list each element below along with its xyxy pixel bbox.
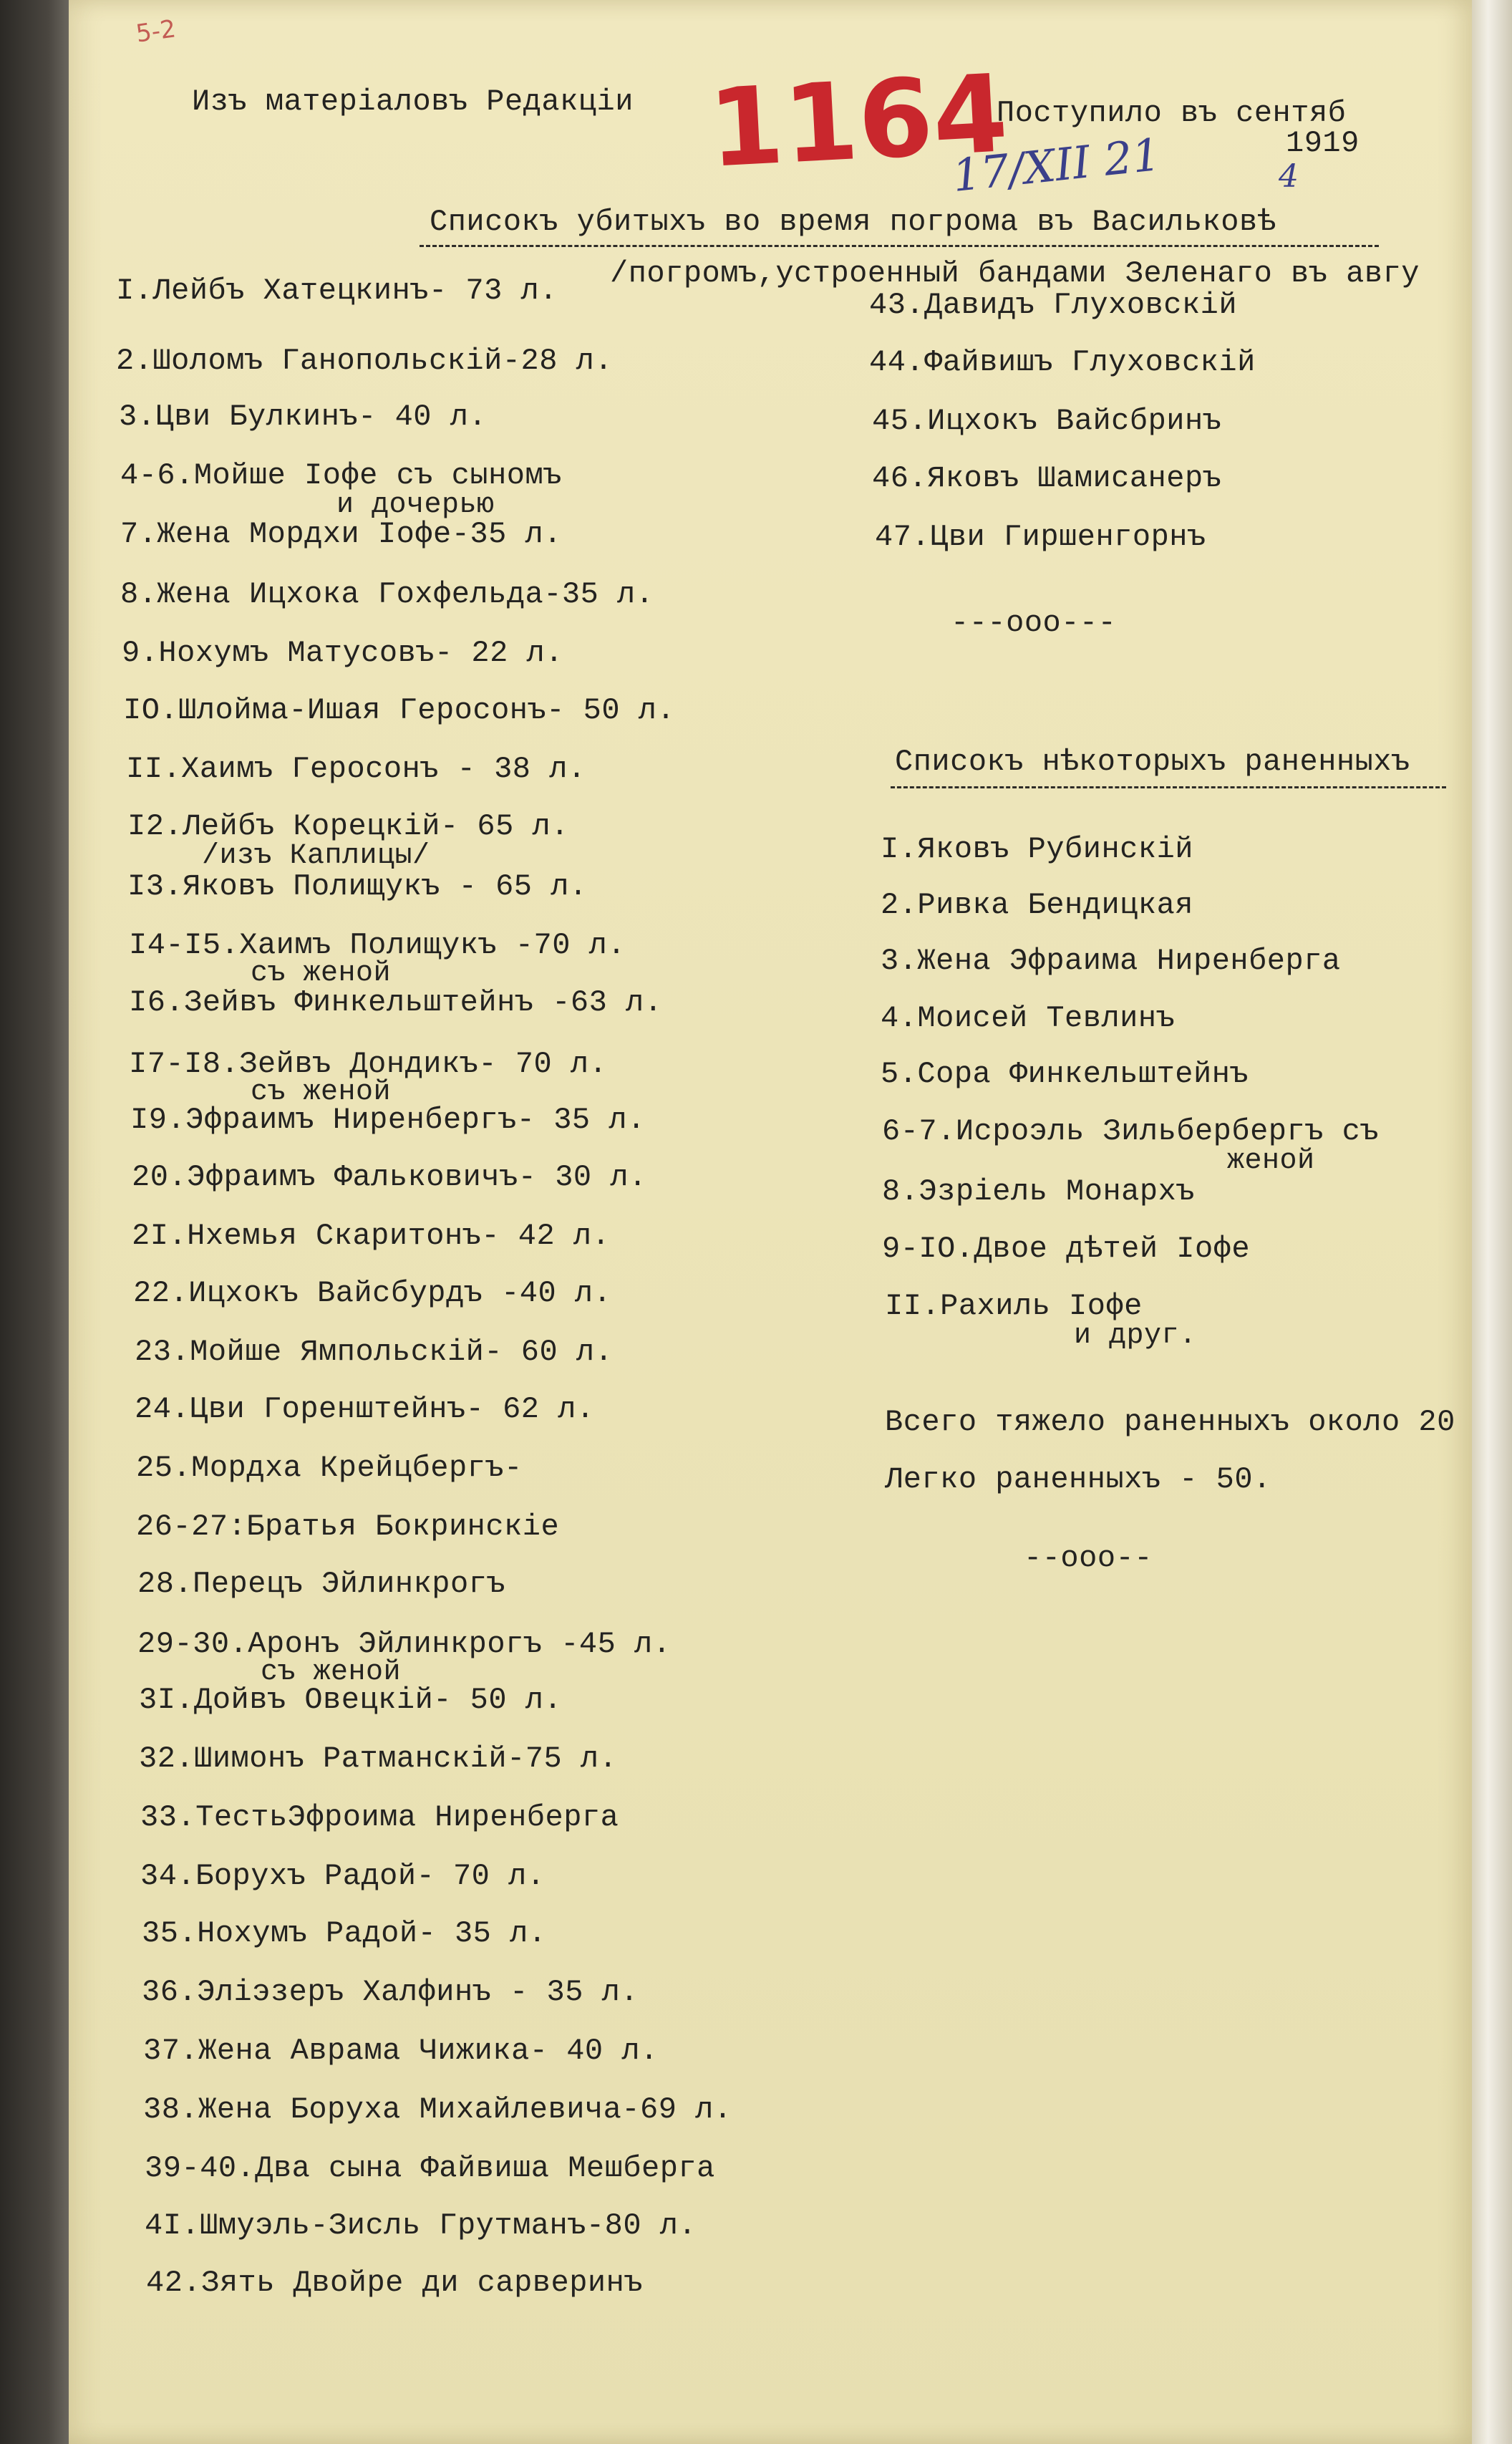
- list-item: 37.Жена Аврама Чижика- 40 л.: [143, 2034, 659, 2068]
- list-item: I.Яковъ Рубинскій: [881, 832, 1193, 866]
- list-item: 32.Шимонъ Ратманскій-75 л.: [139, 1742, 618, 1776]
- list-item: I7-I8.Зейвъ Дондикъ- 70 л.: [129, 1047, 608, 1081]
- list-item: 34.Борухъ Радой- 70 л.: [140, 1859, 546, 1893]
- list-item: I.Лейбъ Хатецкинъ- 73 л.: [116, 274, 558, 308]
- list-item: 38.Жена Боруха Михайлевича-69 л.: [143, 2092, 732, 2127]
- list-item: 4I.Шмуэль-Зисль Грутманъ-80 л.: [145, 2208, 697, 2243]
- list-item: II.Хаимъ Геросонъ - 38 л.: [126, 752, 586, 786]
- list-item: 43.Давидъ Глуховскій: [869, 288, 1238, 322]
- list-item: 4.Моисей Тевлинъ: [881, 1001, 1176, 1035]
- list-item: 36.Эліэзеръ Халфинъ - 35 л.: [142, 1975, 639, 2009]
- list-item-continuation: съ женой: [261, 1656, 402, 1689]
- list-item: 9.Нохумъ Матусовъ- 22 л.: [122, 636, 563, 670]
- list-item: 42.Зять Двойре ди сарверинъ: [146, 2266, 644, 2300]
- list-item: 45.Ицхокъ Вайсбринъ: [872, 404, 1222, 438]
- list-item: 2.Шоломъ Ганопольскій-28 л.: [116, 344, 614, 378]
- source-line: Изъ матеріаловъ Редакціи: [192, 84, 634, 119]
- list-item: 9-IO.Двое дѣтей Іофе: [882, 1232, 1251, 1266]
- received-year: 1919: [1286, 126, 1360, 160]
- list-item: 28.Перецъ Эйлинкрогъ: [137, 1567, 506, 1601]
- list-item: 33.ТестьЭфроима Ниренберга: [140, 1800, 619, 1835]
- list-item: 3I.Дойвъ Овецкій- 50 л.: [139, 1683, 563, 1717]
- list-item: 46.Яковъ Шамисанеръ: [872, 461, 1222, 496]
- list-item: 4-6.Мойше Іофе съ сыномъ: [120, 458, 562, 493]
- list-item: I4-I5.Хаимъ Полищукъ -70 л.: [129, 928, 626, 962]
- killed-list-subtitle: /погромъ,устроенный бандами Зеленаго въ авгу: [610, 256, 1420, 291]
- list-item: 25.Мордха Крейцбергъ-: [136, 1451, 523, 1485]
- list-item-continuation: женой: [1227, 1145, 1315, 1177]
- title-dashed-underline: [420, 245, 1379, 247]
- list-item: 5.Сора Финкельштейнъ: [881, 1057, 1249, 1091]
- archive-number: 1164: [705, 52, 1011, 192]
- wounded-total-light: Легко раненныхъ - 50.: [885, 1462, 1271, 1497]
- list-item: I3.Яковъ Полищукъ - 65 л.: [127, 869, 588, 904]
- list-item: II.Рахиль Іофе: [885, 1289, 1143, 1323]
- list-item: 23.Мойше Ямпольскій- 60 л.: [135, 1335, 614, 1369]
- list-item: 2.Ривка Бендицкая: [881, 888, 1193, 922]
- list-item: 39-40.Два сына Файвиша Мешберга: [145, 2151, 715, 2185]
- received-line: Поступило въ сентяб: [997, 96, 1347, 130]
- wounded-title-dashed-underline: [891, 786, 1446, 788]
- list-item: 3.Жена Эфраима Ниренберга: [881, 944, 1341, 978]
- handwritten-date: 17/XII 21: [949, 127, 1163, 203]
- list-item-continuation: и друг.: [1074, 1320, 1197, 1352]
- killed-list-title: Списокъ убитыхъ во время погрома въ Васильковѣ: [430, 205, 1276, 239]
- wounded-total-severe: Всего тяжело раненныхъ около 20: [885, 1405, 1455, 1439]
- list-item-continuation: и дочерью: [336, 489, 495, 521]
- list-item-continuation: съ женой: [251, 957, 392, 990]
- list-item: 6-7.Исроэль Зильбербергъ съ: [882, 1114, 1380, 1149]
- list-item: 44.Файвишъ Глуховскій: [869, 345, 1256, 380]
- list-item: 26-27:Братья Бокринскіе: [136, 1510, 560, 1544]
- list-item: I2.Лейбъ Корецкій- 65 л.: [127, 809, 569, 844]
- list-item: 7.Жена Мордхи Іофе-35 л.: [120, 517, 562, 551]
- list-item: I9.Эфраимъ Ниренбергъ- 35 л.: [130, 1103, 646, 1137]
- list-item: 35.Нохумъ Радой- 35 л.: [142, 1916, 547, 1951]
- scan-right-edge: [1472, 0, 1512, 2444]
- list-item: 47.Цви Гиршенгорнъ: [875, 520, 1206, 554]
- list-item: 20.Эфраимъ Фальковичъ- 30 л.: [132, 1160, 647, 1194]
- list-item: 3.Цви Булкинъ- 40 л.: [119, 400, 488, 434]
- scan-left-edge: [0, 0, 69, 2444]
- list-item-continuation: /изъ Каплицы/: [202, 840, 430, 872]
- handwritten-number: 4: [1279, 158, 1299, 195]
- list-item: 22.Ицхокъ Вайсбурдъ -40 л.: [133, 1276, 612, 1310]
- list-item: 8.Эзріель Монархъ: [882, 1174, 1195, 1209]
- list-item-continuation: съ женой: [251, 1076, 392, 1109]
- list-item: 2I.Нхемья Скаритонъ- 42 л.: [132, 1219, 611, 1253]
- list-item: 29-30.Аронъ Эйлинкрогъ -45 л.: [137, 1627, 672, 1661]
- list-item: 24.Цви Горенштейнъ- 62 л.: [135, 1392, 595, 1426]
- wounded-list-separator: --ооо--: [1024, 1541, 1153, 1575]
- killed-list-separator: ---ооо---: [951, 606, 1117, 640]
- list-item: I6.Зейвъ Финкельштейнъ -63 л.: [129, 985, 663, 1020]
- wounded-list-title: Списокъ нѣкоторыхъ раненныхъ: [895, 745, 1410, 779]
- corner-mark: 5-2: [134, 14, 178, 49]
- list-item: 8.Жена Ицхока Гохфельда-35 л.: [120, 577, 654, 612]
- list-item: IO.Шлойма-Ишая Геросонъ- 50 л.: [123, 693, 676, 728]
